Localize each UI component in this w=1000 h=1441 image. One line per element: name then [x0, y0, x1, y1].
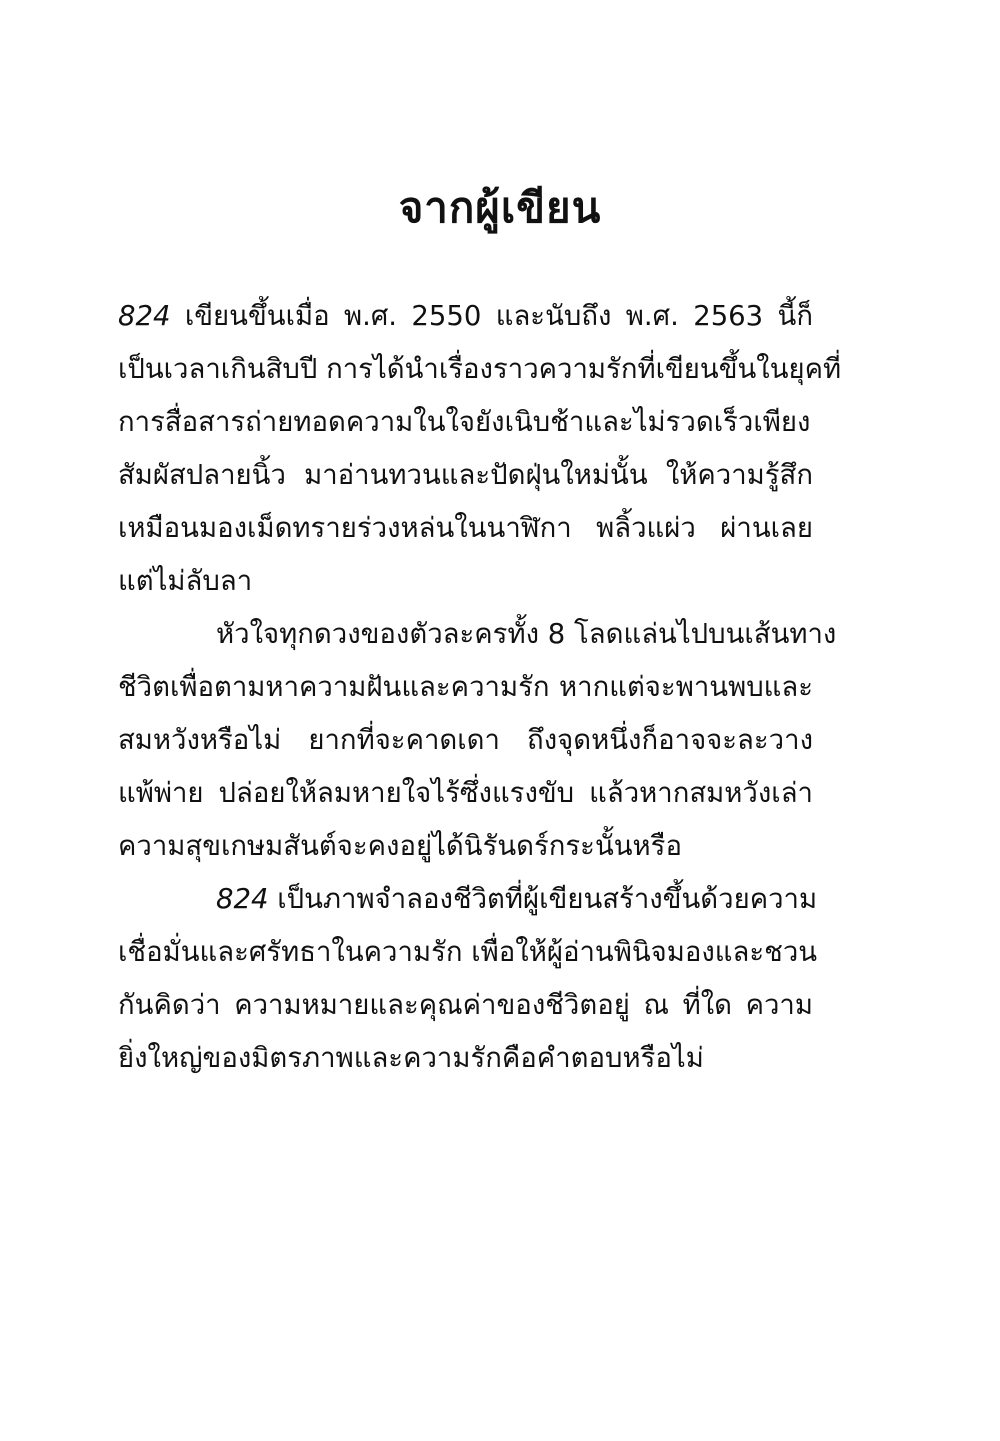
text-line: การสื่อสารถ่ายทอดความในใจยังเนิบช้าและไม่รวดเร็วเพียง: [118, 406, 811, 438]
text-line: แต่ไม่ลับลา: [118, 565, 253, 597]
text-line: เชื่อมั่นและศรัทธาในความรัก เพื่อให้ผู้อ่านพินิจมองและชวน: [118, 936, 818, 968]
body-text: [118, 290, 842, 1085]
text-line: ความสุขเกษมสันต์จะคงอยู่ได้นิรันดร์กระนั้นหรือ: [118, 830, 682, 862]
paragraph-2: [118, 608, 837, 873]
text-line: ชีวิตเพื่อตามหาความฝันและความรัก หากแต่จะพานพบและ: [118, 671, 813, 703]
line-text: เป็นภาพจำลองชีวิตที่ผู้เขียนสร้างขึ้นด้วยความ: [268, 883, 818, 915]
text-line: สมหวังหรือไม่ ยากที่จะคาดเดา ถึงจุดหนึ่งก็อาจจะละวาง: [118, 724, 813, 756]
text-line: [118, 290, 813, 343]
line-text: เขียนขึ้นเมื่อ พ.ศ. 2550 และนับถึง พ.ศ. 2563 นี้ก็: [170, 300, 813, 332]
page-title: จากผู้เขียน: [398, 183, 602, 232]
book-number: 824: [118, 300, 171, 332]
text-line: เหมือนมองเม็ดทรายร่วงหล่นในนาฬิกา พลิ้วแผ่ว ผ่านเลย: [118, 512, 813, 544]
paragraph-1: [118, 290, 842, 608]
paragraph-3: [118, 873, 818, 1085]
text-line: [118, 873, 818, 926]
text-line: หัวใจทุกดวงของตัวละครทั้ง 8 โลดแล่นไปบนเส้นทาง: [216, 618, 837, 650]
text-line: แพ้พ่าย ปล่อยให้ลมหายใจไร้ซึ่งแรงขับ แล้วหากสมหวังเล่า: [118, 777, 813, 809]
book-number: 824: [216, 883, 269, 915]
text-line: สัมผัสปลายนิ้ว มาอ่านทวนและปัดฝุ่นใหม่นั้น ให้ความรู้สึก: [118, 459, 813, 491]
text-line: กันคิดว่า ความหมายและคุณค่าของชีวิตอยู่ ณ ที่ใด ความ: [118, 989, 813, 1021]
text-line: ยิ่งใหญ่ของมิตรภาพและความรักคือคำตอบหรือไม่: [118, 1042, 704, 1074]
text-line: เป็นเวลาเกินสิบปี การได้นำเรื่องราวความรักที่เขียนขึ้นในยุคที่: [118, 353, 842, 385]
